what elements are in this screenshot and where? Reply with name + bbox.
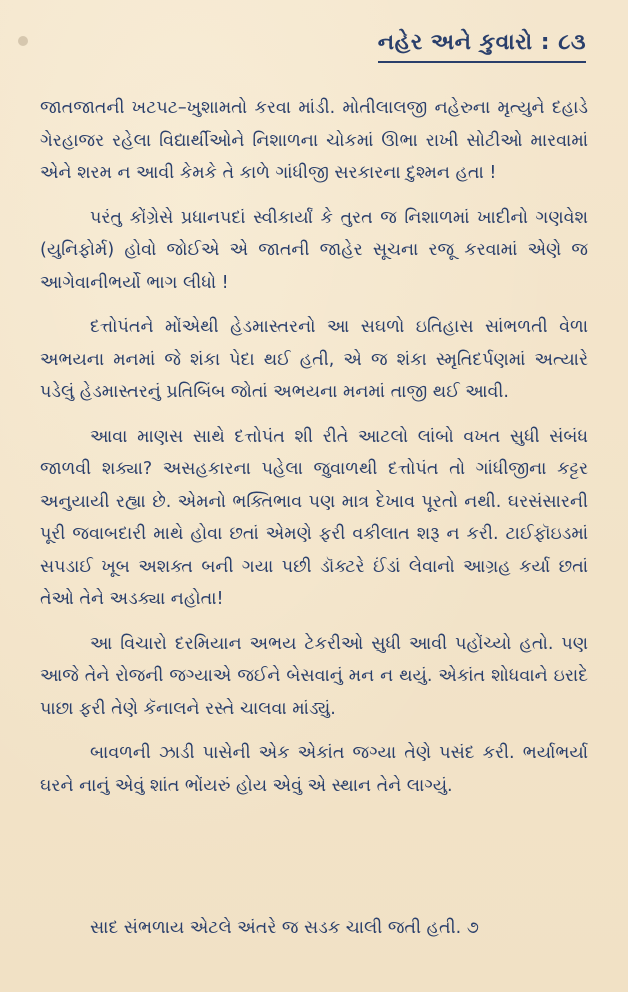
running-header: નહેર અને કુવારો : ૮૩	[378, 30, 586, 63]
paragraph-last: સાદ સંભળાય એટલે અંતરે જ સડક ચાલી જતી હતી. ૭	[90, 918, 479, 938]
page-smudge	[18, 36, 28, 46]
paragraph-6: બાવળની ઝાડી પાસેની એક એકાંત જગ્યા તેણે પસંદ કરી. ભર્યાભર્યા ઘરને નાનું એવું શાંત ભોંયરું હોય એવું એ સ્થાન તેને લાગ્યું.	[40, 743, 588, 796]
page-body	[40, 92, 588, 814]
paragraph-1: જાતજાતની ખટપટ–ખુશામતો કરવા માંડી. મોતીલાલજી નહેરુના મૃત્યુને દહાડે ગેરહાજર રહેલા વિદ્યાર્થીઓને નિશાળના ચોકમાં ઊભા રાખી સોટીઓ મારવામાં એને શરમ ન આવી કેમકે તે કાળે ગાંધીજી સરકારના દુશ્મન હતા !	[40, 98, 588, 183]
paragraph-5: આ વિચારો દરમિયાન અભય ટેકરીઓ સુધી આવી પહોંચ્યો હતો. પણ આજે તેને રોજની જગ્યાએ જઈને બેસવાનું મન ન થયું. એકાંત શોધવાને ઇરાદે પાછા ફરી તેણે કૅનાલને રસ્તે ચાલવા માંડ્યું.	[40, 633, 588, 719]
paragraph-4: આવા માણસ સાથે દત્તોપંત શી રીતે આટલો લાંબો વખત સુધી સંબંધ જાળવી શક્યા? અસહકારના પહેલા જુવાળથી દત્તોપંત તો ગાંધીજીના કટ્ટર અનુયાયી રહ્યા છે. એમનો ભક્તિભાવ પણ માત્ર દેખાવ પૂરતો નથી. ઘરસંસારની પૂરી જવાબદારી માથે હોવા છતાં એમણે ફરી વકીલાત શરૂ ન કરી. ટાઈફૉઇડમાં સપડાઈ ખૂબ અશક્ત બની ગયા પછી ડૉક્ટરે ઈંડાં લેવાનો આગ્રહ કર્યા છતાં તેઓ તેને અડક્યા નહોતા!	[40, 426, 588, 609]
paragraph-2: પરંતુ કોંગ્રેસે પ્રધાનપદાં સ્વીકાર્યાં કે તુરત જ નિશાળમાં ખાદીનો ગણવેશ (યુનિફોર્મ) હોવો જોઈએ એ જાતની જાહેર સૂચના રજૂ કરવામાં એણે જ આગેવાનીભર્યો ભાગ લીધો !	[40, 207, 588, 293]
paragraph-3: દત્તોપંતને મોંએથી હેડમાસ્તરનો આ સઘળો ઇતિહાસ સાંભળતી વેળા અભયના મનમાં જે શંકા પેદા થઈ હતી, એ જ શંકા સ્મૃતિદર્પણમાં અત્યારે પડેલું હેડમાસ્તરનું પ્રતિબિંબ જોતાં અભયના મનમાં તાજી થઈ આવી.	[40, 317, 588, 402]
